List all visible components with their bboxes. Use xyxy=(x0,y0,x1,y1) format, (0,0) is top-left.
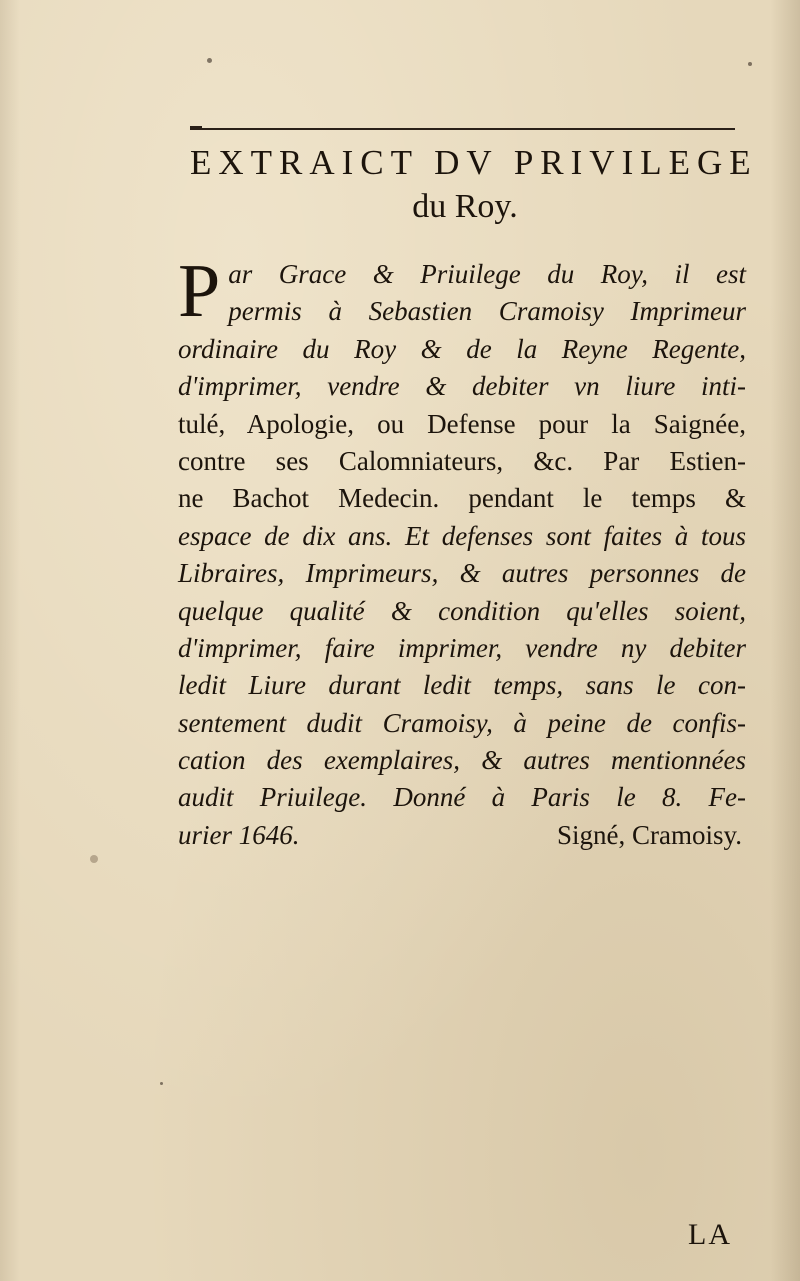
text-line: d'imprimer, vendre & debiter vn liure inti- xyxy=(178,371,746,402)
text-line: d'imprimer, faire imprimer, vendre ny debiter xyxy=(178,632,746,663)
page-edge-shadow-right xyxy=(770,0,800,1281)
text-line: quelque qualité & condition qu'elles soient, xyxy=(178,595,746,626)
text-line: audit Priuilege. Donné à Paris le 8. Fe- xyxy=(178,782,746,813)
text-line: tulé, Apologie, ou Defense pour la Saignée, xyxy=(178,408,746,439)
catchword: LA xyxy=(688,1218,732,1251)
text-line: ledit Liure durant ledit temps, sans le con- xyxy=(178,670,746,701)
section-heading: EXTRAICT DV PRIVILEGE xyxy=(190,143,758,182)
text-line: ne Bachot Medecin. pendant le temps & xyxy=(178,483,746,514)
text-line: ordinaire du Roy & de la Reyne Regente, xyxy=(178,333,746,364)
text-line: espace de dix ans. Et defenses sont faites à tous xyxy=(178,520,746,551)
text-line: permis à Sebastien Cramoisy Imprimeur xyxy=(228,296,746,327)
drop-capital: P xyxy=(178,249,221,333)
privilege-text xyxy=(178,249,746,854)
header-rule xyxy=(190,128,735,130)
signature-text: Signé, Cramoisy. xyxy=(557,819,742,850)
ink-speck xyxy=(90,855,98,863)
page-edge-shadow-left xyxy=(0,0,20,1281)
ink-speck xyxy=(748,62,752,66)
section-subheading: du Roy. xyxy=(412,188,518,225)
text-line: contre ses Calomniateurs, &c. Par Estien- xyxy=(178,445,746,476)
text-line: Libraires, Imprimeurs, & autres personnes de xyxy=(178,558,746,589)
text-line: cation des exemplaires, & autres mentionnées xyxy=(178,745,746,776)
text-line: ar Grace & Priuilege du Roy, il est xyxy=(228,259,746,289)
date-text: urier 1646. xyxy=(178,819,300,850)
ink-speck xyxy=(207,58,212,63)
ink-speck xyxy=(160,1082,163,1085)
text-line: sentement dudit Cramoisy, à peine de confis- xyxy=(178,707,746,738)
date-signature-row xyxy=(178,817,746,854)
